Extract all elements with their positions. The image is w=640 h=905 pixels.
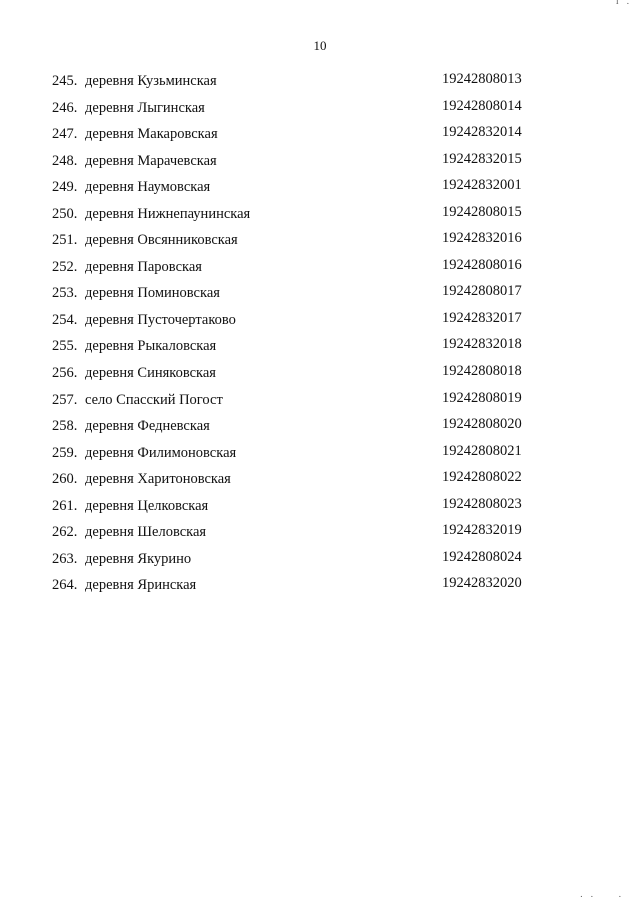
list-item xyxy=(52,549,532,576)
entry-number: 260. xyxy=(52,471,78,488)
settlement-code: 19242808015 xyxy=(442,203,522,220)
settlement-code: 19242808019 xyxy=(442,389,522,406)
scan-mark: . xyxy=(618,889,624,899)
settlement-name: деревня Поминовская xyxy=(85,285,220,302)
settlement-name: деревня Харитоновская xyxy=(85,471,231,488)
list-item xyxy=(52,98,532,125)
settlement-name: деревня Овсянниковская xyxy=(85,232,238,249)
list-item xyxy=(52,230,532,257)
settlement-code: 19242832018 xyxy=(442,336,522,353)
list-item xyxy=(52,575,532,602)
entry-number: 258. xyxy=(52,418,78,435)
settlement-code: 19242808023 xyxy=(442,495,522,512)
entry-number: 259. xyxy=(52,444,78,461)
list-item xyxy=(52,257,532,284)
entry-number: 248. xyxy=(52,152,78,169)
settlement-code: 19242808014 xyxy=(442,97,522,114)
scan-mark: . . xyxy=(580,889,596,899)
list-item xyxy=(52,496,532,523)
settlement-name: деревня Шеловская xyxy=(85,524,207,541)
entry-number: 257. xyxy=(52,391,78,408)
entry-number: 253. xyxy=(52,285,78,302)
settlement-code: 19242808013 xyxy=(442,71,522,87)
settlement-name: деревня Федневская xyxy=(85,418,210,435)
scan-mark: ı . xyxy=(615,0,632,6)
settlement-name: деревня Якурино xyxy=(85,550,192,567)
entry-number: 250. xyxy=(52,205,78,222)
entry-number: 261. xyxy=(52,497,78,514)
settlement-code: 19242832015 xyxy=(442,150,522,167)
list-item xyxy=(52,363,532,390)
entry-number: 245. xyxy=(52,73,78,89)
list-item xyxy=(52,177,532,204)
entry-number: 252. xyxy=(52,258,78,275)
entry-number: 256. xyxy=(52,365,78,382)
entry-number: 254. xyxy=(52,311,78,328)
settlement-name: деревня Макаровская xyxy=(85,126,218,143)
settlement-code: 19242808016 xyxy=(442,256,522,273)
entry-number: 249. xyxy=(52,179,78,196)
settlement-code: 19242808022 xyxy=(442,469,522,486)
list-item xyxy=(52,522,532,549)
settlement-name: деревня Паровская xyxy=(85,258,202,275)
settlement-name: деревня Яринская xyxy=(85,577,197,594)
settlement-code: 19242808017 xyxy=(442,283,522,300)
settlement-name: деревня Рыкаловская xyxy=(85,338,217,355)
list-item xyxy=(52,469,532,496)
list-item xyxy=(52,390,532,417)
entry-number: 264. xyxy=(52,577,78,594)
settlement-name: село Спасский Погост xyxy=(85,391,223,408)
settlement-code: 19242832017 xyxy=(442,309,522,326)
settlement-code: 19242832020 xyxy=(442,575,522,592)
list-item xyxy=(52,443,532,470)
list-item xyxy=(52,204,532,231)
settlement-code: 19242832016 xyxy=(442,230,522,247)
settlement-code: 19242832001 xyxy=(442,177,522,194)
settlement-code: 19242808018 xyxy=(442,363,522,380)
settlement-list xyxy=(52,71,532,602)
settlement-code: 19242808021 xyxy=(442,442,522,459)
entry-number: 246. xyxy=(52,99,78,116)
settlement-name: деревня Кузьминская xyxy=(85,73,217,89)
settlement-name: деревня Синяковская xyxy=(85,365,216,382)
entry-number: 247. xyxy=(52,126,78,143)
page-number: 10 xyxy=(313,38,327,53)
settlement-code: 19242808020 xyxy=(442,416,522,433)
settlement-name: деревня Наумовская xyxy=(85,179,211,196)
settlement-name: деревня Лыгинская xyxy=(85,99,205,116)
entry-number: 263. xyxy=(52,550,78,567)
list-item xyxy=(52,71,532,98)
entry-number: 255. xyxy=(52,338,78,355)
entry-number: 251. xyxy=(52,232,78,249)
list-item xyxy=(52,416,532,443)
settlement-code: 19242832019 xyxy=(442,522,522,539)
settlement-name: деревня Марачевская xyxy=(85,152,217,169)
settlement-name: деревня Нижнепаунинская xyxy=(85,205,251,222)
list-item xyxy=(52,336,532,363)
entry-number: 262. xyxy=(52,524,78,541)
settlement-name: деревня Пусточертаково xyxy=(85,311,236,328)
list-item xyxy=(52,124,532,151)
list-item xyxy=(52,310,532,337)
list-item xyxy=(52,283,532,310)
settlement-code: 19242832014 xyxy=(442,124,522,141)
settlement-name: деревня Целковская xyxy=(85,497,209,514)
settlement-code: 19242808024 xyxy=(442,548,522,565)
settlement-name: деревня Филимоновская xyxy=(85,444,237,461)
list-item xyxy=(52,151,532,178)
